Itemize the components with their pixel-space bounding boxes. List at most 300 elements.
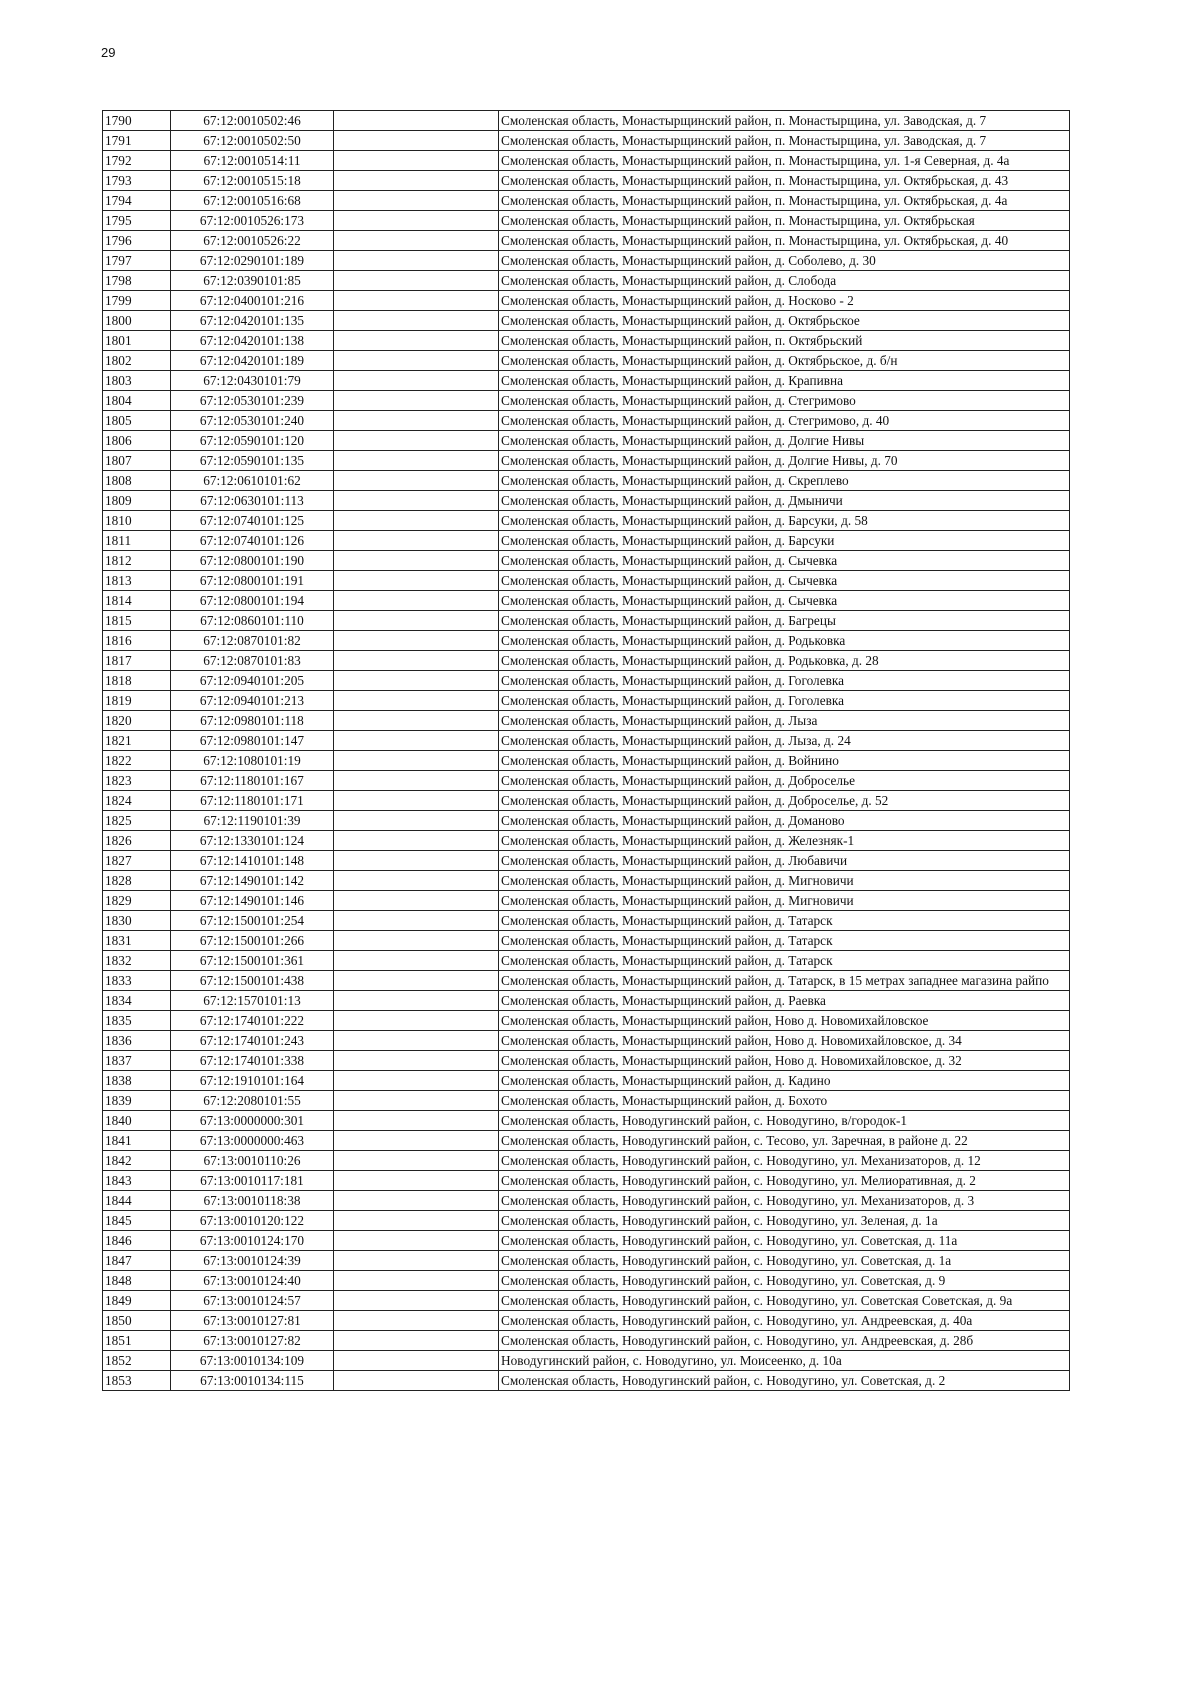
address: Смоленская область, Монастырщинский район, д. Бохото [499,1091,1070,1111]
address: Смоленская область, Монастырщинский район, д. Октябрьское [499,311,1070,331]
empty-cell [334,571,499,591]
row-number: 1818 [103,671,171,691]
row-number: 1822 [103,751,171,771]
empty-cell [334,911,499,931]
address: Смоленская область, Новодугинский район, с. Тесово, ул. Заречная, в районе д. 22 [499,1131,1070,1151]
table-row [103,831,1070,851]
empty-cell [334,731,499,751]
empty-cell [334,211,499,231]
row-number: 1819 [103,691,171,711]
row-number: 1792 [103,151,171,171]
row-number: 1816 [103,631,171,651]
empty-cell [334,531,499,551]
table-row [103,211,1070,231]
address: Смоленская область, Монастырщинский район, д. Татарск [499,931,1070,951]
cadastral-number: 67:12:1490101:146 [171,891,334,911]
address: Смоленская область, Монастырщинский район, д. Сычевка [499,571,1070,591]
cadastral-number: 67:13:0010110:26 [171,1151,334,1171]
row-number: 1791 [103,131,171,151]
empty-cell [334,871,499,891]
cadastral-number: 67:12:0800101:190 [171,551,334,571]
address: Смоленская область, Монастырщинский район, Ново д. Новомихайловское [499,1011,1070,1031]
row-number: 1834 [103,991,171,1011]
cadastral-number: 67:12:0740101:126 [171,531,334,551]
table-row [103,991,1070,1011]
address: Смоленская область, Монастырщинский район, д. Долгие Нивы, д. 70 [499,451,1070,471]
cadastral-number: 67:12:2080101:55 [171,1091,334,1111]
page-number: 29 [101,45,116,60]
table-row [103,251,1070,271]
empty-cell [334,951,499,971]
table-row [103,1011,1070,1031]
table-row [103,371,1070,391]
table-row [103,1131,1070,1151]
cadastral-number: 67:12:0530101:240 [171,411,334,431]
address: Смоленская область, Монастырщинский район, д. Татарск [499,911,1070,931]
cadastral-number: 67:12:0010502:50 [171,131,334,151]
table-row [103,411,1070,431]
table-row [103,311,1070,331]
address: Смоленская область, Монастырщинский район, д. Багрецы [499,611,1070,631]
empty-cell [334,591,499,611]
address: Смоленская область, Новодугинский район, с. Новодугино, ул. Советская, д. 9 [499,1271,1070,1291]
address: Смоленская область, Новодугинский район, с. Новодугино, ул. Андреевская, д. 28б [499,1331,1070,1351]
cadastral-number: 67:12:0870101:82 [171,631,334,651]
empty-cell [334,631,499,651]
empty-cell [334,1371,499,1391]
address: Смоленская область, Новодугинский район, с. Новодугино, ул. Советская, д. 1а [499,1251,1070,1271]
row-number: 1810 [103,511,171,531]
address: Смоленская область, Новодугинский район, с. Новодугино, ул. Зеленая, д. 1а [499,1211,1070,1231]
row-number: 1795 [103,211,171,231]
empty-cell [334,551,499,571]
row-number: 1827 [103,851,171,871]
table-row [103,511,1070,531]
address: Смоленская область, Монастырщинский район, д. Слобода [499,271,1070,291]
row-number: 1851 [103,1331,171,1351]
empty-cell [334,191,499,211]
empty-cell [334,1171,499,1191]
row-number: 1793 [103,171,171,191]
row-number: 1806 [103,431,171,451]
table-row [103,171,1070,191]
address: Смоленская область, Новодугинский район, с. Новодугино, в/городок-1 [499,1111,1070,1131]
row-number: 1840 [103,1111,171,1131]
empty-cell [334,671,499,691]
address: Смоленская область, Монастырщинский район, Ново д. Новомихайловское, д. 34 [499,1031,1070,1051]
table-row [103,591,1070,611]
address: Смоленская область, Монастырщинский район, д. Татарск [499,951,1070,971]
empty-cell [334,251,499,271]
row-number: 1843 [103,1171,171,1191]
address: Смоленская область, Монастырщинский район, д. Лыза, д. 24 [499,731,1070,751]
cadastral-number: 67:12:0420101:138 [171,331,334,351]
empty-cell [334,131,499,151]
address: Смоленская область, Монастырщинский район, д. Любавичи [499,851,1070,871]
row-number: 1821 [103,731,171,751]
row-number: 1824 [103,791,171,811]
table-row [103,1171,1070,1191]
empty-cell [334,991,499,1011]
table-row [103,1091,1070,1111]
empty-cell [334,351,499,371]
row-number: 1841 [103,1131,171,1151]
cadastral-number: 67:13:0010118:38 [171,1191,334,1211]
table-row [103,471,1070,491]
cadastral-number: 67:12:0870101:83 [171,651,334,671]
cadastral-number: 67:13:0010134:115 [171,1371,334,1391]
row-number: 1847 [103,1251,171,1271]
address: Смоленская область, Монастырщинский район, п. Монастырщина, ул. Заводская, д. 7 [499,111,1070,131]
row-number: 1826 [103,831,171,851]
table-row [103,751,1070,771]
empty-cell [334,1191,499,1211]
address: Смоленская область, Монастырщинский район, д. Татарск, в 15 метрах западнее магазина райпо [499,971,1070,991]
row-number: 1802 [103,351,171,371]
address: Смоленская область, Монастырщинский район, Ново д. Новомихайловское, д. 32 [499,1051,1070,1071]
row-number: 1804 [103,391,171,411]
table-row [103,811,1070,831]
cadastral-number: 67:12:0010526:22 [171,231,334,251]
address: Смоленская область, Монастырщинский район, п. Монастырщина, ул. Октябрьская [499,211,1070,231]
row-number: 1839 [103,1091,171,1111]
address: Смоленская область, Монастырщинский район, д. Мигновичи [499,891,1070,911]
table-row [103,291,1070,311]
cadastral-number: 67:12:0430101:79 [171,371,334,391]
empty-cell [334,391,499,411]
row-number: 1833 [103,971,171,991]
address: Смоленская область, Монастырщинский район, п. Монастырщина, ул. Октябрьская, д. 43 [499,171,1070,191]
empty-cell [334,491,499,511]
empty-cell [334,611,499,631]
row-number: 1805 [103,411,171,431]
cadastral-number: 67:12:1410101:148 [171,851,334,871]
cadastral-number: 67:12:0420101:135 [171,311,334,331]
cadastral-number: 67:13:0010124:39 [171,1251,334,1271]
table-row [103,151,1070,171]
row-number: 1807 [103,451,171,471]
address: Смоленская область, Монастырщинский район, д. Раевка [499,991,1070,1011]
empty-cell [334,371,499,391]
address: Смоленская область, Монастырщинский район, д. Доброселье, д. 52 [499,791,1070,811]
address: Новодугинский район, с. Новодугино, ул. Моисеенко, д. 10а [499,1351,1070,1371]
empty-cell [334,751,499,771]
table-row [103,611,1070,631]
table-row [103,1291,1070,1311]
address: Смоленская область, Монастырщинский район, п. Монастырщина, ул. Октябрьская, д. 4а [499,191,1070,211]
cadastral-number: 67:13:0010127:81 [171,1311,334,1331]
row-number: 1831 [103,931,171,951]
row-number: 1835 [103,1011,171,1031]
cadastral-number: 67:12:1490101:142 [171,871,334,891]
table-row [103,891,1070,911]
row-number: 1825 [103,811,171,831]
address: Смоленская область, Монастырщинский район, д. Октябрьское, д. б/н [499,351,1070,371]
cadastral-number: 67:12:0630101:113 [171,491,334,511]
cadastral-number: 67:13:0000000:463 [171,1131,334,1151]
table-row [103,711,1070,731]
empty-cell [334,451,499,471]
row-number: 1796 [103,231,171,251]
empty-cell [334,771,499,791]
address: Смоленская область, Монастырщинский район, д. Кадино [499,1071,1070,1091]
registry-table-body [103,111,1070,1391]
empty-cell [334,691,499,711]
table-row [103,111,1070,131]
cadastral-number: 67:12:1740101:222 [171,1011,334,1031]
address: Смоленская область, Монастырщинский район, д. Долгие Нивы [499,431,1070,451]
cadastral-number: 67:12:0400101:216 [171,291,334,311]
cadastral-number: 67:12:0010516:68 [171,191,334,211]
cadastral-number: 67:13:0010127:82 [171,1331,334,1351]
table-row [103,331,1070,351]
address: Смоленская область, Монастырщинский район, д. Гоголевка [499,691,1070,711]
table-row [103,651,1070,671]
empty-cell [334,331,499,351]
empty-cell [334,811,499,831]
empty-cell [334,1311,499,1331]
table-row [103,971,1070,991]
table-row [103,351,1070,371]
table-row [103,1251,1070,1271]
address: Смоленская область, Монастырщинский район, д. Железняк-1 [499,831,1070,851]
empty-cell [334,1231,499,1251]
empty-cell [334,651,499,671]
empty-cell [334,1351,499,1371]
cadastral-number: 67:12:0010514:11 [171,151,334,171]
cadastral-number: 67:12:1740101:338 [171,1051,334,1071]
table-row [103,1191,1070,1211]
empty-cell [334,231,499,251]
address: Смоленская область, Монастырщинский район, п. Монастырщина, ул. Октябрьская, д. 40 [499,231,1070,251]
address: Смоленская область, Монастырщинский район, д. Сычевка [499,551,1070,571]
table-row [103,631,1070,651]
cadastral-number: 67:12:0590101:120 [171,431,334,451]
cadastral-number: 67:12:1500101:438 [171,971,334,991]
address: Смоленская область, Монастырщинский район, п. Монастырщина, ул. Заводская, д. 7 [499,131,1070,151]
cadastral-number: 67:12:0610101:62 [171,471,334,491]
table-row [103,1371,1070,1391]
address: Смоленская область, Монастырщинский район, д. Лыза [499,711,1070,731]
empty-cell [334,931,499,951]
cadastral-number: 67:13:0010124:170 [171,1231,334,1251]
table-row [103,491,1070,511]
row-number: 1811 [103,531,171,551]
empty-cell [334,1091,499,1111]
table-row [103,391,1070,411]
table-row [103,691,1070,711]
row-number: 1844 [103,1191,171,1211]
cadastral-number: 67:13:0010134:109 [171,1351,334,1371]
row-number: 1846 [103,1231,171,1251]
cadastral-number: 67:12:1910101:164 [171,1071,334,1091]
table-row [103,1111,1070,1131]
address: Смоленская область, Монастырщинский район, д. Доманово [499,811,1070,831]
table-row [103,451,1070,471]
row-number: 1852 [103,1351,171,1371]
address: Смоленская область, Монастырщинский район, д. Крапивна [499,371,1070,391]
address: Смоленская область, Монастырщинский район, д. Соболево, д. 30 [499,251,1070,271]
cadastral-number: 67:12:1500101:361 [171,951,334,971]
cadastral-number: 67:12:1500101:266 [171,931,334,951]
table-row [103,771,1070,791]
empty-cell [334,511,499,531]
address: Смоленская область, Новодугинский район, с. Новодугино, ул. Советская Советская, д. 9а [499,1291,1070,1311]
row-number: 1809 [103,491,171,511]
cadastral-number: 67:12:1330101:124 [171,831,334,851]
table-row [103,1211,1070,1231]
address: Смоленская область, Новодугинский район, с. Новодугино, ул. Советская, д. 2 [499,1371,1070,1391]
cadastral-number: 67:13:0010124:57 [171,1291,334,1311]
empty-cell [334,891,499,911]
table-row [103,231,1070,251]
table-row [103,1311,1070,1331]
cadastral-number: 67:12:0980101:147 [171,731,334,751]
empty-cell [334,411,499,431]
address: Смоленская область, Монастырщинский район, д. Барсуки, д. 58 [499,511,1070,531]
address: Смоленская область, Новодугинский район, с. Новодугино, ул. Механизаторов, д. 3 [499,1191,1070,1211]
cadastral-number: 67:12:1080101:19 [171,751,334,771]
row-number: 1815 [103,611,171,631]
address: Смоленская область, Монастырщинский район, д. Родьковка [499,631,1070,651]
empty-cell [334,1011,499,1031]
cadastral-number: 67:12:0800101:194 [171,591,334,611]
row-number: 1820 [103,711,171,731]
cadastral-number: 67:12:0290101:189 [171,251,334,271]
address: Смоленская область, Монастырщинский район, д. Дмыничи [499,491,1070,511]
empty-cell [334,291,499,311]
cadastral-number: 67:13:0000000:301 [171,1111,334,1131]
table-row [103,551,1070,571]
table-row [103,1071,1070,1091]
empty-cell [334,1331,499,1351]
empty-cell [334,1111,499,1131]
empty-cell [334,111,499,131]
empty-cell [334,1211,499,1231]
address: Смоленская область, Монастырщинский район, д. Носково - 2 [499,291,1070,311]
cadastral-number: 67:12:1740101:243 [171,1031,334,1051]
table-row [103,1031,1070,1051]
address: Смоленская область, Новодугинский район, с. Новодугино, ул. Советская, д. 11а [499,1231,1070,1251]
table-row [103,131,1070,151]
address: Смоленская область, Новодугинский район, с. Новодугино, ул. Мелиоративная, д. 2 [499,1171,1070,1191]
cadastral-number: 67:13:0010120:122 [171,1211,334,1231]
empty-cell [334,1271,499,1291]
row-number: 1842 [103,1151,171,1171]
empty-cell [334,971,499,991]
empty-cell [334,311,499,331]
table-row [103,671,1070,691]
row-number: 1832 [103,951,171,971]
address: Смоленская область, Монастырщинский район, д. Стегримово, д. 40 [499,411,1070,431]
table-row [103,731,1070,751]
empty-cell [334,151,499,171]
row-number: 1849 [103,1291,171,1311]
row-number: 1829 [103,891,171,911]
table-row [103,571,1070,591]
address: Смоленская область, Монастырщинский район, д. Барсуки [499,531,1070,551]
row-number: 1853 [103,1371,171,1391]
empty-cell [334,1031,499,1051]
table-row [103,271,1070,291]
empty-cell [334,1051,499,1071]
table-row [103,1331,1070,1351]
address: Смоленская область, Монастырщинский район, п. Монастырщина, ул. 1-я Северная, д. 4а [499,151,1070,171]
row-number: 1798 [103,271,171,291]
row-number: 1812 [103,551,171,571]
row-number: 1797 [103,251,171,271]
row-number: 1836 [103,1031,171,1051]
empty-cell [334,1251,499,1271]
address: Смоленская область, Монастырщинский район, д. Гоголевка [499,671,1070,691]
empty-cell [334,471,499,491]
cadastral-number: 67:12:0590101:135 [171,451,334,471]
empty-cell [334,171,499,191]
empty-cell [334,831,499,851]
cadastral-number: 67:12:1570101:13 [171,991,334,1011]
address: Смоленская область, Монастырщинский район, д. Сычевка [499,591,1070,611]
row-number: 1845 [103,1211,171,1231]
row-number: 1848 [103,1271,171,1291]
cadastral-number: 67:12:0390101:85 [171,271,334,291]
row-number: 1838 [103,1071,171,1091]
row-number: 1794 [103,191,171,211]
empty-cell [334,1151,499,1171]
table-row [103,1271,1070,1291]
row-number: 1830 [103,911,171,931]
cadastral-number: 67:12:0860101:110 [171,611,334,631]
address: Смоленская область, Монастырщинский район, д. Мигновичи [499,871,1070,891]
table-row [103,871,1070,891]
table-row [103,431,1070,451]
row-number: 1799 [103,291,171,311]
row-number: 1837 [103,1051,171,1071]
row-number: 1817 [103,651,171,671]
cadastral-number: 67:13:0010117:181 [171,1171,334,1191]
row-number: 1814 [103,591,171,611]
address: Смоленская область, Монастырщинский район, д. Добросельe [499,771,1070,791]
address: Смоленская область, Монастырщинский район, д. Родьковка, д. 28 [499,651,1070,671]
cadastral-number: 67:12:0740101:125 [171,511,334,531]
address: Смоленская область, Монастырщинский район, п. Октябрьский [499,331,1070,351]
table-row [103,531,1070,551]
table-row [103,791,1070,811]
cadastral-number: 67:12:0980101:118 [171,711,334,731]
address: Смоленская область, Новодугинский район, с. Новодугино, ул. Андреевская, д. 40а [499,1311,1070,1331]
cadastral-number: 67:12:1190101:39 [171,811,334,831]
address: Смоленская область, Монастырщинский район, д. Стегримово [499,391,1070,411]
cadastral-number: 67:12:1180101:171 [171,791,334,811]
empty-cell [334,851,499,871]
address: Смоленская область, Монастырщинский район, д. Войнино [499,751,1070,771]
empty-cell [334,1131,499,1151]
cadastral-number: 67:12:0420101:189 [171,351,334,371]
cadastral-number: 67:12:0530101:239 [171,391,334,411]
cadastral-number: 67:12:0010526:173 [171,211,334,231]
row-number: 1800 [103,311,171,331]
address: Смоленская область, Новодугинский район, с. Новодугино, ул. Механизаторов, д. 12 [499,1151,1070,1171]
empty-cell [334,271,499,291]
table-row [103,911,1070,931]
table-row [103,1151,1070,1171]
cadastral-number: 67:12:0800101:191 [171,571,334,591]
row-number: 1823 [103,771,171,791]
row-number: 1803 [103,371,171,391]
empty-cell [334,1291,499,1311]
table-row [103,1351,1070,1371]
cadastral-number: 67:12:1180101:167 [171,771,334,791]
empty-cell [334,711,499,731]
